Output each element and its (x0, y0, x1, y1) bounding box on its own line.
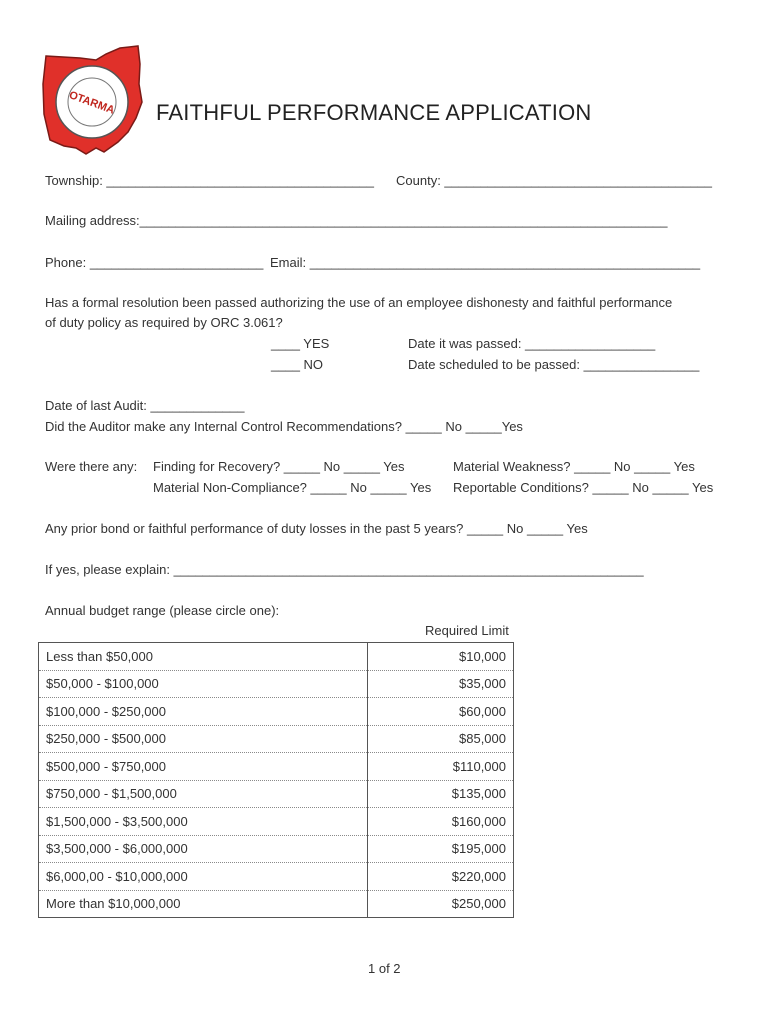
findings-intro: Were there any: (45, 459, 138, 474)
required-limit-cell: $250,000 (368, 890, 514, 918)
budget-row[interactable] (39, 780, 514, 808)
budget-range-cell: $50,000 - $100,000 (39, 670, 368, 698)
required-limit-cell: $10,000 (368, 643, 514, 671)
required-limit-header: Required Limit (425, 623, 509, 638)
budget-range-cell: $750,000 - $1,500,000 (39, 780, 368, 808)
budget-range-cell: More than $10,000,000 (39, 890, 368, 918)
budget-table (38, 642, 514, 918)
required-limit-cell: $110,000 (368, 753, 514, 781)
email-field[interactable]: Email: ______________________________________________________ (270, 255, 701, 270)
budget-row[interactable] (39, 835, 514, 863)
budget-range-cell: Less than $50,000 (39, 643, 368, 671)
budget-row[interactable] (39, 753, 514, 781)
budget-range-cell: $250,000 - $500,000 (39, 725, 368, 753)
required-limit-cell: $135,000 (368, 780, 514, 808)
svg-text:OTARMA: OTARMA (67, 89, 117, 117)
required-limit-cell: $220,000 (368, 863, 514, 891)
page-number: 1 of 2 (368, 961, 401, 976)
budget-range-cell: $1,500,000 - $3,500,000 (39, 808, 368, 836)
budget-row[interactable] (39, 698, 514, 726)
resolution-no-option[interactable]: ____ NO (271, 357, 324, 372)
budget-range-cell: $100,000 - $250,000 (39, 698, 368, 726)
resolution-yes-option[interactable]: ____ YES (271, 336, 330, 351)
budget-row[interactable] (39, 725, 514, 753)
material-weakness-question[interactable]: Material Weakness? _____ No _____ Yes (453, 459, 695, 474)
county-field[interactable]: County: _____________________________________ (396, 173, 712, 188)
prior-losses-question[interactable]: Any prior bond or faithful performance of duty losses in the past 5 years? _____ No _____ Yes (45, 521, 588, 536)
budget-row[interactable] (39, 643, 514, 671)
required-limit-cell: $35,000 (368, 670, 514, 698)
last-audit-field[interactable]: Date of last Audit: _____________ (45, 398, 245, 413)
township-field[interactable]: Township: _____________________________________ (45, 173, 374, 188)
finding-for-recovery-question[interactable]: Finding for Recovery? _____ No _____ Yes (153, 459, 405, 474)
mailing-address-field[interactable]: Mailing address:_________________________________________________________________________ (45, 213, 668, 228)
resolution-question-line1: Has a formal resolution been passed authorizing the use of an employee dishonesty and faithful performance (45, 295, 673, 310)
page-title: FAITHFUL PERFORMANCE APPLICATION (156, 100, 592, 125)
budget-row[interactable] (39, 863, 514, 891)
date-passed-field[interactable]: Date it was passed: __________________ (408, 336, 656, 351)
phone-field[interactable]: Phone: ________________________ (45, 255, 264, 270)
budget-range-label: Annual budget range (please circle one): (45, 603, 280, 618)
explain-field[interactable]: If yes, please explain: _________________________________________________________________ (45, 562, 644, 577)
budget-row[interactable] (39, 808, 514, 836)
required-limit-cell: $60,000 (368, 698, 514, 726)
otarma-logo (40, 44, 146, 158)
budget-range-cell: $6,000,00 - $10,000,000 (39, 863, 368, 891)
budget-range-cell: $500,000 - $750,000 (39, 753, 368, 781)
date-scheduled-field[interactable]: Date scheduled to be passed: ________________ (408, 357, 700, 372)
material-noncompliance-question[interactable]: Material Non-Compliance? _____ No _____ Yes (153, 480, 432, 495)
required-limit-cell: $160,000 (368, 808, 514, 836)
resolution-question-line2: of duty policy as required by ORC 3.061? (45, 315, 283, 330)
auditor-recommendations-question[interactable]: Did the Auditor make any Internal Control Recommendations? _____ No _____Yes (45, 419, 523, 434)
budget-row[interactable] (39, 890, 514, 918)
required-limit-cell: $195,000 (368, 835, 514, 863)
reportable-conditions-question[interactable]: Reportable Conditions? _____ No _____ Yes (453, 480, 714, 495)
required-limit-cell: $85,000 (368, 725, 514, 753)
budget-row[interactable] (39, 670, 514, 698)
budget-range-cell: $3,500,000 - $6,000,000 (39, 835, 368, 863)
